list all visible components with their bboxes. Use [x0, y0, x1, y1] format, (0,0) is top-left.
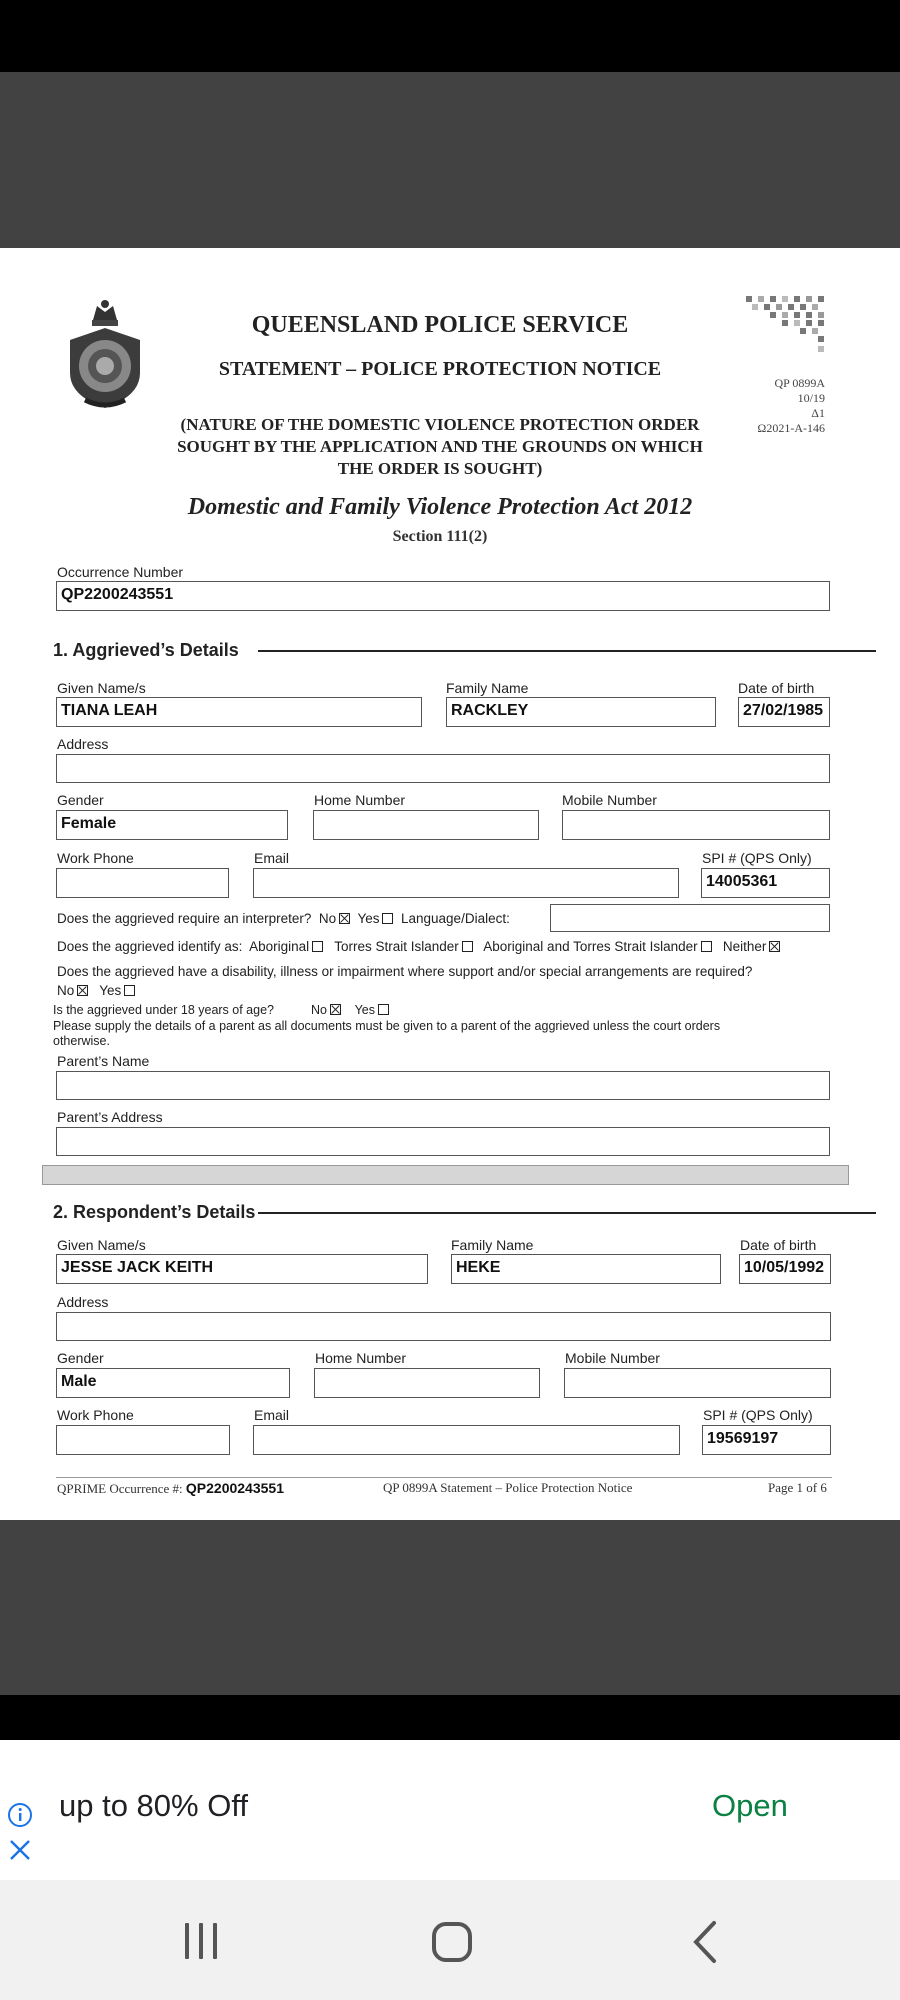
respondent-mobile-number-field[interactable] [564, 1368, 831, 1398]
respondent-heading: 2. Respondent’s Details [53, 1202, 256, 1222]
email-label: Email [254, 1407, 290, 1423]
form-code: QP 0899A 10/19 Δ1 Ω2021-A-146 [757, 376, 825, 435]
disability-question: Does the aggrieved have a disability, illness or impairment where support and/or special arrangements are required? [57, 964, 753, 979]
aboriginal-checkbox[interactable] [312, 941, 323, 952]
family-name-label: Family Name [446, 680, 529, 696]
parent-name-field[interactable] [56, 1071, 830, 1100]
respondent-address-field[interactable] [56, 1312, 831, 1341]
info-icon[interactable] [7, 1802, 33, 1828]
parent-note: Please supply the details of a parent as all documents must be given to a parent of the aggrieved unless the court orders [53, 1019, 721, 1033]
identify-question: Does the aggrieved identify as: Aboriginal Torres Strait Islander Aboriginal and Torres Strait Islander Neither [57, 939, 780, 954]
aggrieved-given-name-field[interactable]: TIANA LEAH [56, 697, 422, 727]
viewer-bottom-bar [0, 1695, 900, 1740]
occurrence-field[interactable]: QP2200243551 [56, 581, 830, 611]
tsi-checkbox[interactable] [462, 941, 473, 952]
form-subtitle: (NATURE OF THE DOMESTIC VIOLENCE PROTECTION ORDER SOUGHT BY THE APPLICATION AND THE GROUNDS ON WHICH THE ORDER IS SOUGHT) [177, 415, 703, 478]
interpreter-question: Does the aggrieved require an interpreter? No Yes Language/Dialect: [57, 911, 510, 926]
respondent-dob-field[interactable]: 10/05/1992 [739, 1254, 831, 1284]
viewer-background-top [0, 72, 900, 248]
family-name-label: Family Name [451, 1237, 534, 1253]
gender-label: Gender [57, 792, 104, 808]
ad-banner[interactable] [0, 1740, 900, 1880]
mobile-number-label: Mobile Number [565, 1350, 660, 1366]
occurrence-label: Occurrence Number [57, 564, 184, 580]
act-section: Section 111(2) [392, 528, 488, 545]
aggrieved-address-field[interactable] [56, 754, 830, 783]
footer-form-name: QP 0899A Statement – Police Protection Notice [383, 1480, 633, 1495]
police-crest-logo [60, 298, 150, 413]
dob-label: Date of birth [738, 680, 815, 696]
recents-icon[interactable] [180, 1920, 222, 1962]
respondent-family-name-field[interactable]: HEKE [451, 1254, 721, 1284]
form-barcode-pattern [742, 294, 826, 358]
viewer-background-bottom [0, 1520, 900, 1695]
aggrieved-email-field[interactable] [253, 868, 679, 898]
spi-label: SPI # (QPS Only) [702, 850, 812, 866]
interpreter-no-checkbox[interactable] [339, 913, 350, 924]
disability-yes-checkbox[interactable] [124, 985, 135, 996]
disability-answers: No Yes [57, 983, 135, 998]
respondent-work-phone-field[interactable] [56, 1425, 230, 1455]
parent-address-field[interactable] [56, 1127, 830, 1156]
disability-no-checkbox[interactable] [77, 985, 88, 996]
address-label: Address [57, 736, 109, 752]
ad-open-button[interactable]: Open [712, 1788, 788, 1823]
aggrieved-mobile-number-field[interactable] [562, 810, 830, 840]
home-number-label: Home Number [315, 1350, 407, 1366]
aggrieved-gender-field[interactable]: Female [56, 810, 288, 840]
ad-headline[interactable]: up to 80% Off [59, 1788, 248, 1823]
parent-note-cont: otherwise. [53, 1034, 110, 1048]
agency-title: QUEENSLAND POLICE SERVICE [251, 312, 629, 338]
form-title: STATEMENT – POLICE PROTECTION NOTICE [218, 358, 662, 380]
footer-rule [56, 1477, 832, 1478]
aggrieved-spi-field[interactable]: 14005361 [701, 868, 830, 898]
aggrieved-work-phone-field[interactable] [56, 868, 229, 898]
dob-label: Date of birth [740, 1237, 817, 1253]
email-label: Email [254, 850, 290, 866]
respondent-given-name-field[interactable]: JESSE JACK KEITH [56, 1254, 428, 1284]
close-icon[interactable] [8, 1838, 32, 1862]
aggrieved-family-name-field[interactable]: RACKLEY [446, 697, 716, 727]
given-name-label: Given Name/s [57, 680, 146, 696]
respondent-spi-field[interactable]: 19569197 [702, 1425, 831, 1455]
respondent-home-number-field[interactable] [314, 1368, 540, 1398]
parent-name-label: Parent’s Name [57, 1053, 150, 1069]
aggrieved-dob-field[interactable]: 27/02/1985 [738, 697, 830, 727]
work-phone-label: Work Phone [57, 1407, 134, 1423]
home-icon[interactable] [430, 1920, 474, 1964]
mobile-number-label: Mobile Number [562, 792, 657, 808]
under18-yes-checkbox[interactable] [378, 1004, 389, 1015]
section-rule [258, 1212, 876, 1214]
status-bar [0, 0, 900, 72]
android-nav-bar [0, 1880, 900, 2000]
neither-checkbox[interactable] [769, 941, 780, 952]
respondent-gender-field[interactable]: Male [56, 1368, 290, 1398]
back-icon[interactable] [690, 1920, 720, 1964]
given-name-label: Given Name/s [57, 1237, 146, 1253]
act-title: Domestic and Family Violence Protection Act 2012 [187, 494, 693, 520]
under18-question: Is the aggrieved under 18 years of age? No Yes [53, 1003, 389, 1017]
respondent-email-field[interactable] [253, 1425, 680, 1455]
section-rule [258, 650, 876, 652]
under18-no-checkbox[interactable] [330, 1004, 341, 1015]
both-checkbox[interactable] [701, 941, 712, 952]
section-divider-bar [42, 1165, 849, 1185]
footer-page-number: Page 1 of 6 [768, 1480, 827, 1495]
language-dialect-field[interactable] [550, 904, 830, 932]
document-page[interactable] [0, 248, 900, 1520]
footer-qprime: QPRIME Occurrence #: QP2200243551 [57, 1480, 284, 1496]
address-label: Address [57, 1294, 109, 1310]
work-phone-label: Work Phone [57, 850, 134, 866]
aggrieved-heading: 1. Aggrieved’s Details [53, 640, 239, 660]
parent-address-label: Parent’s Address [57, 1109, 163, 1125]
home-number-label: Home Number [314, 792, 406, 808]
interpreter-yes-checkbox[interactable] [382, 913, 393, 924]
gender-label: Gender [57, 1350, 104, 1366]
spi-label: SPI # (QPS Only) [703, 1407, 813, 1423]
aggrieved-home-number-field[interactable] [313, 810, 539, 840]
